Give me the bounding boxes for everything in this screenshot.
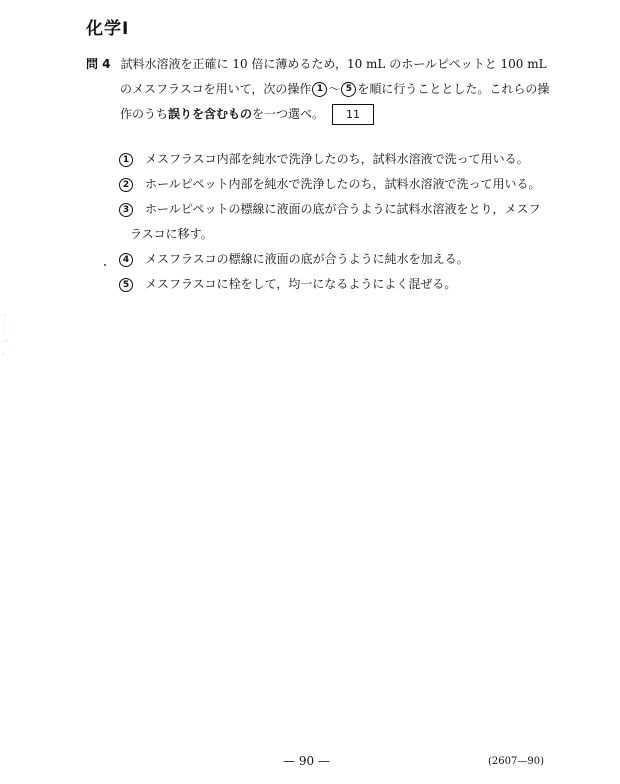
stray-mark bbox=[104, 264, 106, 266]
circled-number-range-end: 5 bbox=[341, 82, 356, 97]
question-4 bbox=[86, 52, 556, 127]
choice-text-continuation: ラスコに移す。 bbox=[130, 227, 213, 241]
answer-box[interactable]: 11 bbox=[332, 104, 374, 125]
page-title: 化学Ⅰ bbox=[86, 19, 130, 39]
question-line-3 bbox=[86, 102, 556, 127]
choice-3[interactable] bbox=[118, 197, 558, 247]
choice-text: ホールピペット内部を純水で洗浄したのち，試料水溶液で洗って用いる。 bbox=[145, 177, 541, 191]
page-number: — 90 — bbox=[283, 754, 330, 768]
question-line-2 bbox=[86, 77, 556, 102]
question-label: 問 4 bbox=[86, 57, 111, 71]
choice-1[interactable] bbox=[118, 147, 558, 172]
question-text-line-3a: 作のうち bbox=[120, 107, 169, 121]
question-emphasis: 誤りを含むもの bbox=[168, 107, 253, 121]
choice-text: メスフラスコの標線に液面の底が合うように純水を加える。 bbox=[145, 252, 469, 266]
question-text-line-2a: のメスフラスコを用いて，次の操作 bbox=[120, 82, 312, 96]
choice-text: メスフラスコに栓をして，均一になるようによく混ぜる。 bbox=[145, 277, 457, 291]
choice-number: 1 bbox=[119, 153, 133, 167]
choice-4[interactable] bbox=[118, 247, 558, 272]
question-line-1 bbox=[86, 52, 556, 77]
scan-noise bbox=[0, 310, 20, 370]
range-separator: 〜 bbox=[328, 82, 341, 96]
question-text-line-3b: を一つ選べ。 bbox=[252, 107, 325, 121]
page-code: (2607—90) bbox=[488, 756, 544, 767]
choice-list bbox=[118, 147, 558, 297]
choice-text: ホールピペットの標線に液面の底が合うように試料水溶液をとり，メスフ bbox=[145, 202, 541, 216]
choice-number: 3 bbox=[119, 203, 133, 217]
question-text-line-1: 試料水溶液を正確に 10 倍に薄めるため，10 mL のホールピペットと 100 mL bbox=[120, 57, 547, 71]
choice-5[interactable] bbox=[118, 272, 558, 297]
choice-number: 4 bbox=[119, 253, 133, 267]
choice-number: 5 bbox=[119, 278, 133, 292]
choice-text: メスフラスコ内部を純水で洗浄したのち，試料水溶液で洗って用いる。 bbox=[145, 152, 529, 166]
choice-2[interactable] bbox=[118, 172, 558, 197]
choice-number: 2 bbox=[119, 178, 133, 192]
question-text-line-2b: を順に行うこととした。これらの操 bbox=[357, 82, 550, 96]
circled-number-range-start: 1 bbox=[312, 82, 327, 97]
